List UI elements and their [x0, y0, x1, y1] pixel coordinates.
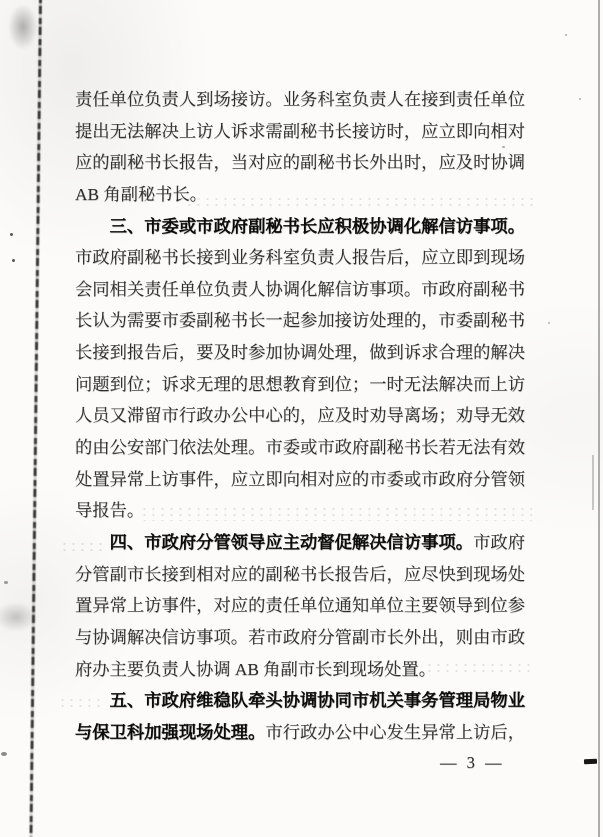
body-text: 责任单位负责人到场接访。业务科室负责人在接到责任单位 [75, 90, 525, 109]
text-line [75, 400, 525, 432]
text-line [75, 84, 525, 116]
text-line [75, 305, 525, 337]
body-text: 市政府副秘书长接到业务科室负责人报告后，应立即到现场 [75, 248, 525, 268]
scan-dot-artifact [548, 322, 550, 324]
body-text: 与协调解决信访事项。若市政府分管副市长外出，则由市政 [75, 627, 525, 647]
scan-scratch-artifact [592, 455, 594, 510]
text-line [75, 369, 525, 401]
body-text: 分管副市长接到相对应的副秘书长报告后，应尽快到现场处 [75, 564, 525, 584]
heading-text: 三、市委或市政府副秘书长应积极协调化解信访事项。 [109, 215, 525, 236]
text-line [75, 717, 525, 749]
scan-dot-artifact [10, 233, 13, 236]
scan-ink-dash-artifact [584, 759, 597, 764]
body-text: 应的副秘书长报告，当对应的副秘书长外出时，应及时协调 [75, 153, 525, 173]
body-text: 提出无法解决上访人诉求需副秘书长接访时，应立即向相对 [75, 121, 525, 141]
body-text: 的由公安部门依法处理。市委或市政府副秘书长若无法有效 [75, 438, 525, 458]
body-text: 处置异常上访事件，应立即向相对应的市委或市政府分管领 [75, 469, 525, 489]
heading-text: 四、市政府分管领导应主动督促解决信访事项。 [109, 531, 474, 552]
text-line [75, 116, 525, 148]
scan-dot-artifact [579, 98, 581, 100]
body-text: 长接到报告后，要及时参加协调处理，做到诉求合理的解决 [75, 343, 525, 363]
text-line [75, 147, 525, 179]
text-line [75, 590, 525, 622]
text-line [75, 685, 525, 717]
text-line [75, 495, 525, 527]
body-text: 市行政办公中心发生异常上访后， [265, 722, 525, 742]
heading-text: 与保卫科加强现场处理。 [75, 721, 266, 742]
scan-dot-artifact [1, 752, 7, 756]
body-text: AB 角副秘书长。 [75, 184, 208, 204]
text-line [75, 337, 525, 369]
scan-dot-artifact [12, 259, 15, 262]
scan-fold-line-artifact [29, 0, 41, 837]
scan-dot-artifact [4, 581, 8, 584]
document-body [75, 84, 525, 748]
scan-dot-artifact [565, 34, 567, 36]
text-line [75, 464, 525, 496]
text-line [75, 527, 525, 559]
body-text: 导报告。 [75, 501, 145, 521]
body-text: 市政府 [473, 532, 525, 552]
body-text: 府办主要负责人协调 AB 角副市长到现场处置。 [75, 659, 436, 679]
text-line [75, 211, 525, 243]
body-text: 长认为需要市委副秘书长一起参加接访处理的，市委副秘书 [75, 311, 525, 331]
page-number: — 3 — [440, 753, 505, 772]
body-text: 问题到位；诉求无理的思想教育到位；一时无法解决而上访 [75, 374, 525, 394]
text-line [75, 179, 525, 211]
text-line [75, 622, 525, 654]
text-line [75, 274, 525, 306]
body-text: 会同相关责任单位负责人协调化解信访事项。市政府副秘书 [75, 279, 525, 299]
body-text: 人员又滞留市行政办公中心的，应及时劝导离场；劝导无效 [75, 406, 525, 426]
heading-text: 五、市政府维稳队牵头协调协同市机关事务管理局物业 [109, 690, 525, 711]
body-text: 置异常上访事件，对应的责任单位通知单位主要领导到位参 [75, 596, 525, 616]
scan-page-edge-line [598, 0, 600, 837]
text-line [75, 654, 525, 686]
text-line [75, 559, 525, 591]
scan-smudge-top-left [8, 4, 38, 50]
text-line [75, 432, 525, 464]
text-line [75, 242, 525, 274]
